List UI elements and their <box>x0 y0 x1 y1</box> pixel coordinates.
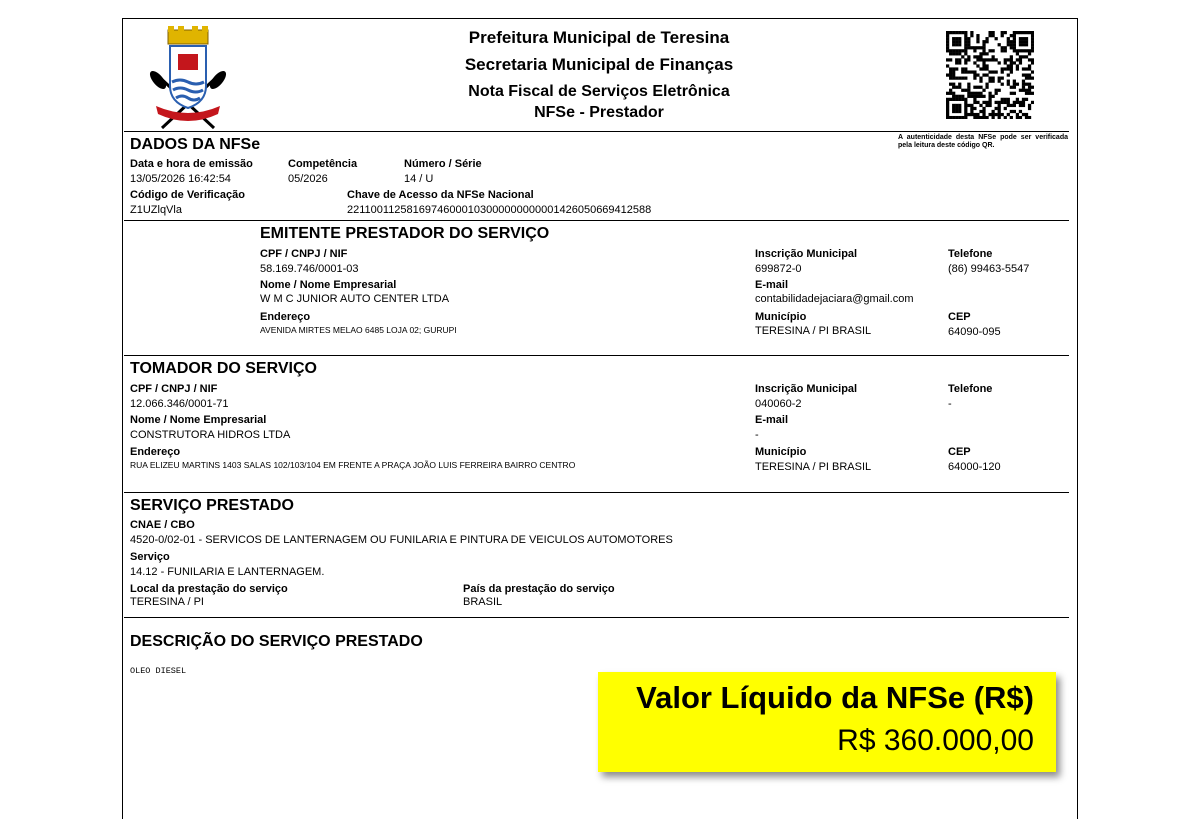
tomador-nome-value: CONSTRUTORA HIDROS LTDA <box>130 429 291 441</box>
tomador-cep-value: 64000-120 <box>948 461 1001 473</box>
emitente-cpf-label: CPF / CNPJ / NIF <box>260 248 348 260</box>
tomador-endereco-value: RUA ELIZEU MARTINS 1403 SALAS 102/103/104 EM FRENTE A PRAÇA JOÃO LUIS FERREIRA BAIRRO CENTRO <box>130 460 576 470</box>
emitente-nome-value: W M C JUNIOR AUTO CENTER LTDA <box>260 293 450 305</box>
cnae-value: 4520-0/02-01 - SERVICOS DE LANTERNAGEM OU FUNILARIA E PINTURA DE VEICULOS AUTOMOTORES <box>130 534 673 546</box>
emissao-label: Data e hora de emissão <box>130 158 253 170</box>
section-title-dados: DADOS DA NFSe <box>130 136 261 153</box>
emitente-tel-label: Telefone <box>948 248 993 260</box>
pais-value: BRASIL <box>463 596 503 608</box>
tomador-cpf-label: CPF / CNPJ / NIF <box>130 383 218 395</box>
valor-liquido-value: R$ 360.000,00 <box>837 724 1034 757</box>
header-line-4: NFSe - Prestador <box>534 104 664 121</box>
descricao-text: OLEO DIESEL <box>130 666 187 676</box>
tomador-tel-value: - <box>948 398 952 410</box>
emitente-cep-label: CEP <box>948 311 971 323</box>
authenticity-note: A autenticidade desta NFSe pode ser verificada pela leitura deste código QR. <box>898 134 1068 149</box>
competencia-label: Competência <box>288 158 358 170</box>
emitente-cpf-value: 58.169.746/0001-03 <box>260 263 359 275</box>
emitente-endereco-label: Endereço <box>260 311 311 323</box>
chave-value: 22110011258169746000103000000000001426050669412588 <box>347 204 652 216</box>
divider <box>124 492 1069 493</box>
chave-label: Chave de Acesso da NFSe Nacional <box>347 189 534 201</box>
emitente-endereco-value: AVENIDA MIRTES MELAO 6485 LOJA 02; GURUPI <box>260 325 457 335</box>
valor-liquido-banner <box>598 672 1056 772</box>
servico-label: Serviço <box>130 551 170 563</box>
cnae-label: CNAE / CBO <box>130 519 195 531</box>
divider <box>124 617 1069 618</box>
divider <box>124 131 1069 132</box>
section-title-descricao: DESCRIÇÃO DO SERVIÇO PRESTADO <box>130 633 423 650</box>
divider <box>124 220 1069 221</box>
emitente-nome-label: Nome / Nome Empresarial <box>260 279 397 291</box>
tomador-municipio-value: TERESINA / PI BRASIL <box>755 461 872 473</box>
tomador-email-value: - <box>755 429 759 441</box>
emitente-tel-value: (86) 99463-5547 <box>948 263 1030 275</box>
tomador-tel-label: Telefone <box>948 383 993 395</box>
section-title-emitente: EMITENTE PRESTADOR DO SERVIÇO <box>260 225 550 242</box>
emissao-value: 13/05/2026 16:42:54 <box>130 173 231 185</box>
tomador-cpf-value: 12.066.346/0001-71 <box>130 398 229 410</box>
emitente-email-value: contabilidadejaciara@gmail.com <box>755 293 914 305</box>
emitente-municipio-value: TERESINA / PI BRASIL <box>755 325 872 337</box>
servico-value: 14.12 - FUNILARIA E LANTERNAGEM. <box>130 566 325 578</box>
tomador-municipio-label: Município <box>755 446 807 458</box>
tomador-email-label: E-mail <box>755 414 789 426</box>
emitente-im-value: 699872-0 <box>755 263 802 275</box>
pais-label: País da prestação do serviço <box>463 583 615 595</box>
header-line-3: Nota Fiscal de Serviços Eletrônica <box>468 83 730 100</box>
tomador-endereco-label: Endereço <box>130 446 181 458</box>
local-value: TERESINA / PI <box>130 596 204 608</box>
section-title-tomador: TOMADOR DO SERVIÇO <box>130 360 317 377</box>
tomador-nome-label: Nome / Nome Empresarial <box>130 414 267 426</box>
header-line-2: Secretaria Municipal de Finanças <box>464 55 734 74</box>
tomador-im-label: Inscrição Municipal <box>755 383 858 395</box>
emitente-municipio-label: Município <box>755 311 807 323</box>
tomador-im-value: 040060-2 <box>755 398 802 410</box>
tomador-cep-label: CEP <box>948 446 971 458</box>
codigo-label: Código de Verificação <box>130 189 245 201</box>
numero-label: Número / Série <box>404 158 482 170</box>
valor-liquido-title: Valor Líquido da NFSe (R$) <box>636 680 1034 715</box>
codigo-value: Z1UZlqVla <box>130 204 182 216</box>
emitente-email-label: E-mail <box>755 279 789 291</box>
section-title-servico: SERVIÇO PRESTADO <box>130 497 294 514</box>
divider <box>124 355 1069 356</box>
header-line-1: Prefeitura Municipal de Teresina <box>468 28 730 47</box>
local-label: Local da prestação do serviço <box>130 583 288 595</box>
emitente-im-label: Inscrição Municipal <box>755 248 858 260</box>
numero-value: 14 / U <box>404 173 434 185</box>
emitente-cep-value: 64090-095 <box>948 326 1001 338</box>
competencia-value: 05/2026 <box>288 173 328 185</box>
